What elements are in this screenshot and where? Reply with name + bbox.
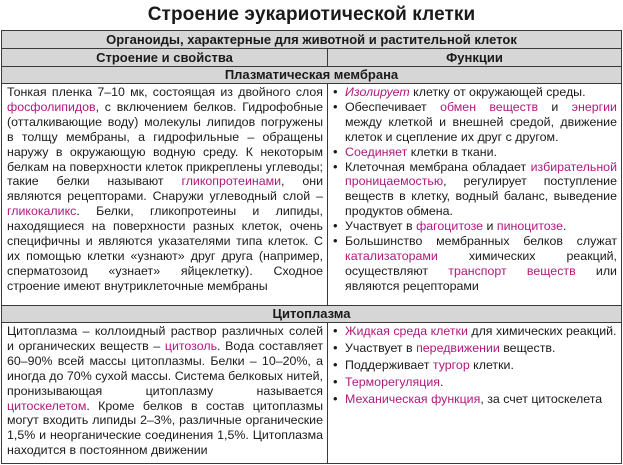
highlighted-term: цитозоль bbox=[164, 338, 218, 353]
section-header-cytoplasm: Цитоплазма bbox=[2, 306, 621, 323]
highlighted-term: энергии bbox=[571, 99, 617, 114]
highlighted-term: Жидкая среда клетки bbox=[345, 324, 468, 338]
highlighted-term: гликопротеинами bbox=[181, 174, 282, 189]
text-run: и bbox=[538, 99, 572, 114]
cytoplasm-row bbox=[2, 323, 621, 463]
function-item bbox=[332, 375, 617, 390]
highlighted-term: обмен веществ bbox=[440, 99, 539, 114]
text-run: Поддерживает bbox=[345, 357, 433, 372]
function-item bbox=[332, 219, 617, 234]
section-header-membrane: Плазматическая мембрана bbox=[2, 67, 621, 84]
function-item bbox=[332, 358, 617, 373]
function-item bbox=[332, 160, 617, 220]
text-run: клетку от окружающей среды. bbox=[409, 85, 586, 99]
column-header-functions: Функции bbox=[446, 50, 503, 65]
text-run: , они являются рецепторами. Снаружи углеводный слой – bbox=[7, 174, 323, 204]
text-run: Участвует в bbox=[345, 219, 417, 234]
membrane-structure-text bbox=[2, 84, 328, 305]
page-title: Строение эукариотической клетки bbox=[147, 4, 476, 25]
text-run: Клеточная мембрана обладает bbox=[345, 159, 531, 174]
function-item bbox=[332, 392, 617, 407]
text-run: . bbox=[439, 374, 444, 389]
highlighted-term: Механическая функция bbox=[345, 391, 481, 406]
text-run: Участвует в bbox=[345, 340, 417, 355]
highlighted-term: Терморегуляция bbox=[345, 374, 440, 389]
highlighted-term: передвижении bbox=[416, 340, 500, 355]
cytoplasm-functions-list bbox=[332, 324, 617, 407]
text-run: Тонкая пленка 7–10 мк, состоящая из двойного слоя bbox=[7, 85, 323, 99]
text-run: и bbox=[483, 219, 497, 234]
text-run: , с включением белков. Гидрофобные (отталкивающие воду) молекулы липидов погружены в толщу мембраны, а гидрофильные – обращены наружу в окружающую водную среду. К некоторым белкам на поверхности клеток прикреплены углеводы; такие белки называют bbox=[7, 99, 323, 189]
text-run: для химических реакций. bbox=[467, 324, 617, 338]
text-run: Обеспечивает bbox=[345, 99, 441, 114]
text-run: . Вода составляет 60–90% всей массы цитоплазмы. Белки – 10–20%, а иногда до 70% сухой массы. Система белковых нитей, пронизывающая цитоплазму называется bbox=[7, 338, 323, 398]
highlighted-term: транспорт веществ bbox=[448, 263, 576, 278]
highlighted-term: пиноцитозе bbox=[496, 219, 563, 234]
function-item bbox=[332, 100, 617, 145]
text-run: клетки. bbox=[469, 357, 514, 372]
text-run: между клеткой и внешней средой, движение клеток и сцепление их друг с другом. bbox=[345, 114, 617, 144]
text-run: . Белки, гликопротеины и липиды, находящиеся на поверхности разных клеток, очень специфичны и являются указателями типа клеток. С их помощью клетки «узнают» друг друга (например, сперматозоид «узнает» яйцеклетку). Сходное строение имеют внутриклеточные мембраны bbox=[7, 204, 323, 293]
highlighted-term: избирательной проницаемостью bbox=[345, 159, 617, 189]
text-run: , регулирует поступление веществ в клетку, водный баланс, выведение продуктов обмена. bbox=[345, 174, 617, 219]
function-item bbox=[332, 85, 617, 100]
function-item bbox=[332, 145, 617, 160]
text-run: . bbox=[562, 219, 567, 234]
column-header-structure: Строение и свойства bbox=[2, 49, 328, 66]
highlighted-term: гликокаликс bbox=[7, 204, 77, 219]
highlighted-term: цитоскелетом bbox=[7, 398, 87, 413]
highlighted-term: фагоцитозе bbox=[416, 219, 484, 234]
function-item bbox=[332, 324, 617, 339]
highlighted-term: катализаторами bbox=[345, 248, 438, 263]
function-item bbox=[332, 341, 617, 356]
function-item bbox=[332, 234, 617, 294]
text-run: клетки в ткани. bbox=[407, 144, 497, 159]
highlighted-term: тургор bbox=[432, 357, 470, 372]
text-run: , за счет цитоскелета bbox=[480, 391, 603, 406]
table-column-headers bbox=[2, 49, 621, 67]
text-run: веществ. bbox=[499, 340, 556, 355]
highlighted-term: Изолирует bbox=[345, 85, 410, 99]
cytoplasm-structure-text bbox=[2, 323, 328, 463]
text-run: Цитоплазма – коллоидный раствор различных солей и органических веществ – bbox=[7, 324, 323, 353]
membrane-functions-list bbox=[332, 85, 617, 294]
membrane-functions bbox=[328, 84, 621, 305]
organoids-table bbox=[1, 30, 622, 464]
text-run: . Кроме белков в состав цитоплазмы могут входить липиды 2–3%, различные органические 1,5% и неорганические соединения 1,5%. Цитоплазма находится в постоянном движении bbox=[7, 398, 323, 458]
table-main-header: Органоиды, характерные для животной и растительной клеток bbox=[2, 31, 621, 49]
text-run: химических реакций, осуществляют bbox=[345, 248, 617, 278]
highlighted-term: Соединяет bbox=[345, 144, 408, 159]
text-run: или являются рецепторами bbox=[345, 263, 617, 293]
membrane-row bbox=[2, 84, 621, 306]
text-run: Большинство мембранных белков служат bbox=[345, 234, 617, 249]
cytoplasm-functions bbox=[328, 323, 621, 463]
highlighted-term: фосфолипидов bbox=[7, 99, 96, 114]
